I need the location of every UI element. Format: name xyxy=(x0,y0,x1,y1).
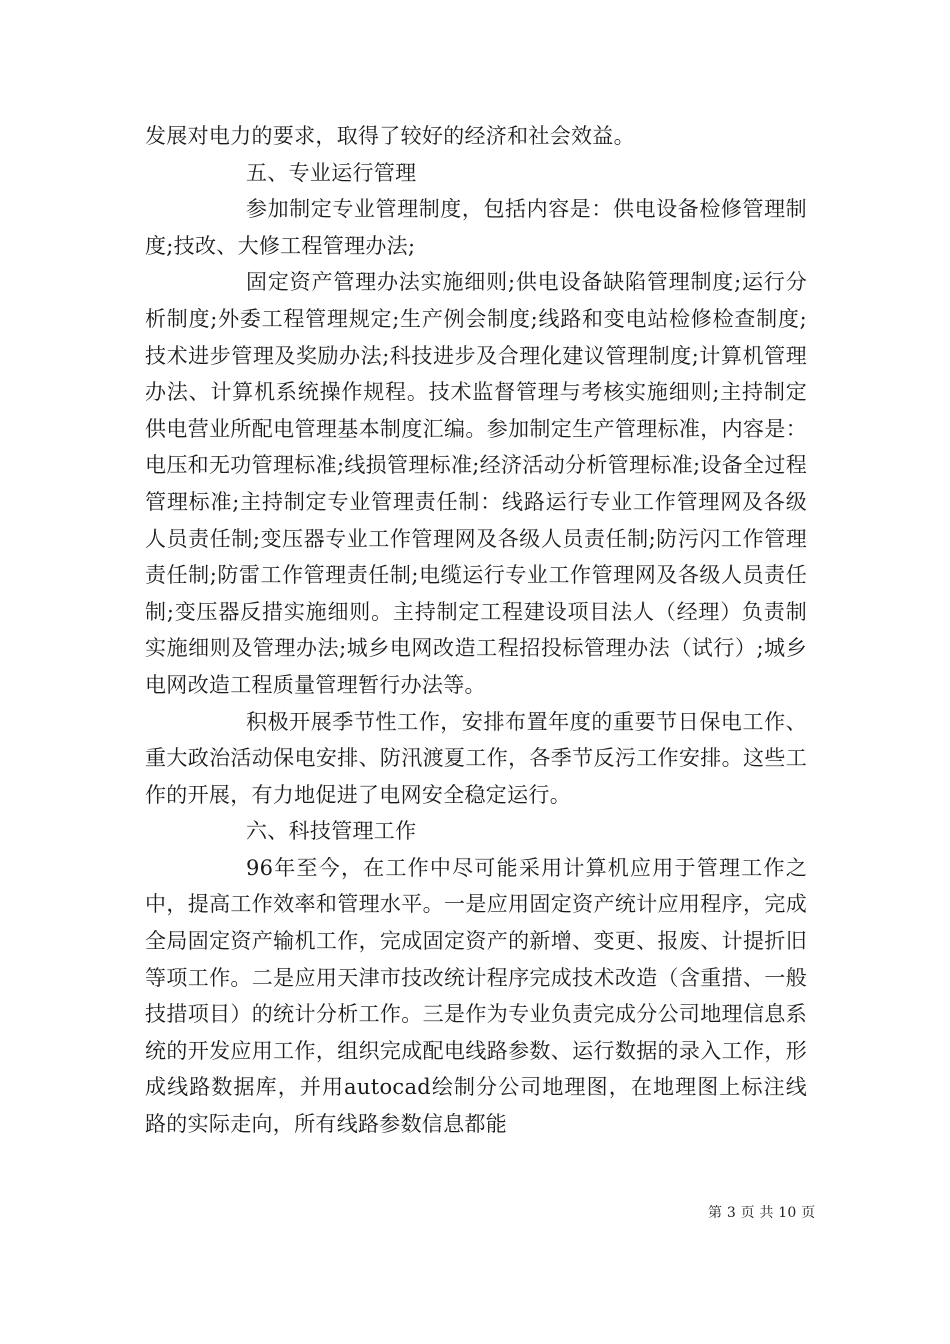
page-number-footer: 第 3 页 共 10 页 xyxy=(708,1205,816,1221)
section-heading-tech-management: 六、科技管理工作 xyxy=(246,819,417,844)
paragraph-continuation: 发展对电力的要求，取得了较好的经济和社会效益。 xyxy=(145,124,635,148)
section-heading-operation-management: 五、专业运行管理 xyxy=(246,160,417,185)
paragraph-seasonal-work: 积极开展季节性工作，安排布置年度的重要节日保电工作、重大政治活动保电安排、防汛渡夏工作，各季节反污工作安排。这些工作的开展，有力地促进了电网安全稳定运行。 xyxy=(145,709,807,807)
paragraph-computer-application: 96年至今，在工作中尽可能采用计算机应用于管理工作之中，提高工作效率和管理水平。一是应用固定资产统计应用程序，完成全局固定资产输机工作，完成固定资产的新增、变更、报废、计提折旧等项工作。二是应用天津市技改统计程序完成技术改造（含重措、一般技措项目）的统计分析工作。三是作为专业负责完成分公司地理信息系统的开发应用工作，组织完成配电线路参数、运行数据的录入工作，形成线路数据库，并用autocad绘制分公司地理图，在地理图上标注线路的实际走向，所有线路参数信息都能 xyxy=(145,855,807,1137)
paragraph-asset-rules: 固定资产管理办法实施细则;供电设备缺陷管理制度;运行分析制度;外委工程管理规定;生产例会制度;线路和变电站检修检查制度;技术进步管理及奖励办法;科技进步及合理化建议管理制度;计算机管理办法、计算机系统操作规程。技术监督管理与考核实施细则;主持制定供电营业所配电管理基本制度汇编。参加制定生产管理标准，内容是：电压和无功管理标准;线损管理标准;经济活动分析管理标准;设备全过程管理标准;主持制定专业管理责任制：线路运行专业工作管理网及各级人员责任制;变压器专业工作管理网及各级人员责任制;防污闪工作管理责任制;防雷工作管理责任制;电缆运行专业工作管理网及各级人员责任制;变压器反措实施细则。主持制定工程建设项目法人（经理）负责制实施细则及管理办法;城乡电网改造工程招投标管理办法（试行）;城乡电网改造工程质量管理暂行办法等。 xyxy=(145,270,807,697)
paragraph-management-systems: 参加制定专业管理制度，包括内容是：供电设备检修管理制度;技改、大修工程管理办法; xyxy=(145,197,807,258)
document-body xyxy=(145,118,807,1143)
